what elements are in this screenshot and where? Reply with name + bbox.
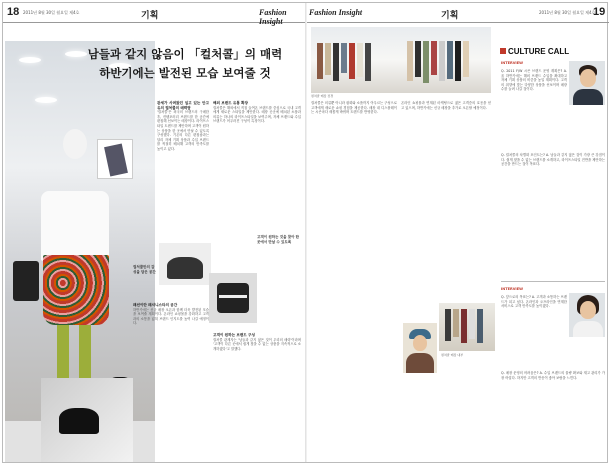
interview-label: INTERVIEW bbox=[501, 287, 523, 291]
headline: 남들과 같지 않음이 「컬처콜」의 매력 하반기에는 발전된 모습 보여줄 것 bbox=[87, 47, 283, 80]
interviewee-portrait-2 bbox=[569, 293, 605, 337]
photo-caption: 컬처콜 매장 전경 bbox=[311, 94, 334, 98]
interview-qa-4: Q. 매장 운영의 어려움은? A. 수입 브랜드의 물량 확보와 재고 관리가 가장 어렵다. 하지만 고객의 반응이 좋아 보람을 느낀다. bbox=[501, 371, 605, 380]
bag-inset bbox=[209, 273, 257, 323]
right-page bbox=[307, 3, 609, 462]
square-bullet-icon bbox=[500, 48, 506, 54]
right-header bbox=[307, 3, 609, 23]
newspaper-spread bbox=[2, 2, 608, 463]
article-column-4: 고객이 원하는 브랜드 구성 컬처콜 관계자는 '남들과 같지 않은 것이 우리의 매력'이라며 '고객이 다른 곳에서 쉽게 찾을 수 없는 상품을 지속적으로 소개하겠다'고 말했다. bbox=[213, 333, 301, 351]
magazine-inset bbox=[97, 139, 133, 179]
section-label: 기획 bbox=[141, 11, 159, 21]
interview-label: INTERVIEW bbox=[501, 61, 523, 65]
article-column-1: 관세가 사려왔던 일고 있는 안고유의 컬처콜의 매력탐 '컬처콜'은 외국의 브랜드의 구매한 후, 컨템포러리 브랜드를 한 공간에 편집해 선보이는 매장이다. 라이프스타일 트렌드를 제안하며 고객이 원하는 상품을 한 곳에서 만날 수 있도록 구성했다. 기존의 다른 편집숍과는 달리 자체 기획 상품과 수입 브랜드를 적절히 배치해 고객의 만족도를 높이고 있다. bbox=[157, 101, 209, 151]
pull-quote-1: 고객이 원하는 것을 찾아 한 곳에서 만날 수 있도록 bbox=[257, 235, 300, 244]
article-column-right-2: 온라인 쇼핑몰과 연계된 마케팅으로 젊은 고객층의 호응을 얻고 있으며, 하반기에는 신규 매장을 추가로 오픈할 예정이다. bbox=[401, 101, 491, 110]
issue-date: 2011년 8월 30일 월요일 제4호 bbox=[23, 10, 80, 15]
interviewee-portrait-1 bbox=[569, 61, 605, 105]
photo-caption: 컬처콜 매장 내부 bbox=[441, 353, 464, 357]
left-header bbox=[3, 3, 305, 26]
interview-qa-2: Q. 컬처콜의 차별화 포인트는? A. 남들과 같지 않은 것이 가장 큰 강점이다. 쉽게 찾을 수 없는 브랜드를 소개하고, 라이프스타일 전반을 제안하는 공간을 만드는 것이 목표다. bbox=[501, 153, 605, 167]
brand-logo: Fashion Insight bbox=[259, 8, 287, 26]
accessory-inset bbox=[41, 378, 133, 462]
page-number: 18 bbox=[7, 6, 20, 18]
store-panorama-photo bbox=[311, 27, 491, 93]
issue-date: 2011년 8월 30일 월요일 제4호 bbox=[539, 10, 596, 15]
left-page bbox=[3, 3, 305, 462]
article-column-3: 패션이란 패셔니스타의 공간 하반기에는 신규 매장 오픈과 함께 더욱 발전된 모습을 보여줄 계획이다. 온라인 쇼핑몰을 강화하고 고객과의 소통을 넓혀 브랜드 인지도를 높여 나갈 예정이다. bbox=[133, 303, 209, 326]
section-divider bbox=[501, 281, 605, 282]
article-column-2: 해외 브랜드 유통 확장 컬처콜은 해외에서 직접 들여온 브랜드를 중심으로 국내 고객에게 새로운 스타일을 제안한다. 매장 곳곳에 배치된 소품과 의류는 하나의 라이프스타일을 보여주며, 자체 브랜드와 수입 브랜드가 어우러진 구성이 특징이다. bbox=[213, 101, 301, 124]
section-label: 기획 bbox=[441, 11, 459, 21]
section-title: CULTURE CALL bbox=[500, 47, 600, 56]
staff-portrait bbox=[403, 323, 437, 373]
interview-qa-1: Q. 2011 F/W 시즌 브랜드 운영 계획은? A. 올 하반기에는 해외 브랜드 수입을 확대하고 자체 기획 상품의 비중을 높일 계획이다. 고객의 취향에 맞는 다양한 상품을 선보이며 매장 수를 늘려 나갈 것이다. bbox=[501, 69, 567, 92]
brand-logo: Fashion Insight bbox=[309, 8, 363, 17]
interview-qa-3: Q. 앞으로의 목표는? A. 고객과 소통하는 브랜드가 되고 싶다. 온라인과 오프라인을 연계한 서비스로 고객 만족도를 높이겠다. bbox=[501, 295, 567, 309]
article-column-right-1: 컬처콜은 의류뿐 아니라 잡화와 소품까지 아우르는 구성으로 고객에게 새로운 쇼핑 경험을 제공한다. 매장 내 디스플레이는 시즌마다 새롭게 바뀌며 트렌드를 반영한다. bbox=[311, 101, 397, 115]
page-number: 19 bbox=[593, 6, 606, 18]
pull-quote-2: 컬처콜만의 감성을 담은 공간 bbox=[133, 265, 156, 274]
store-interior-photo bbox=[439, 303, 495, 351]
